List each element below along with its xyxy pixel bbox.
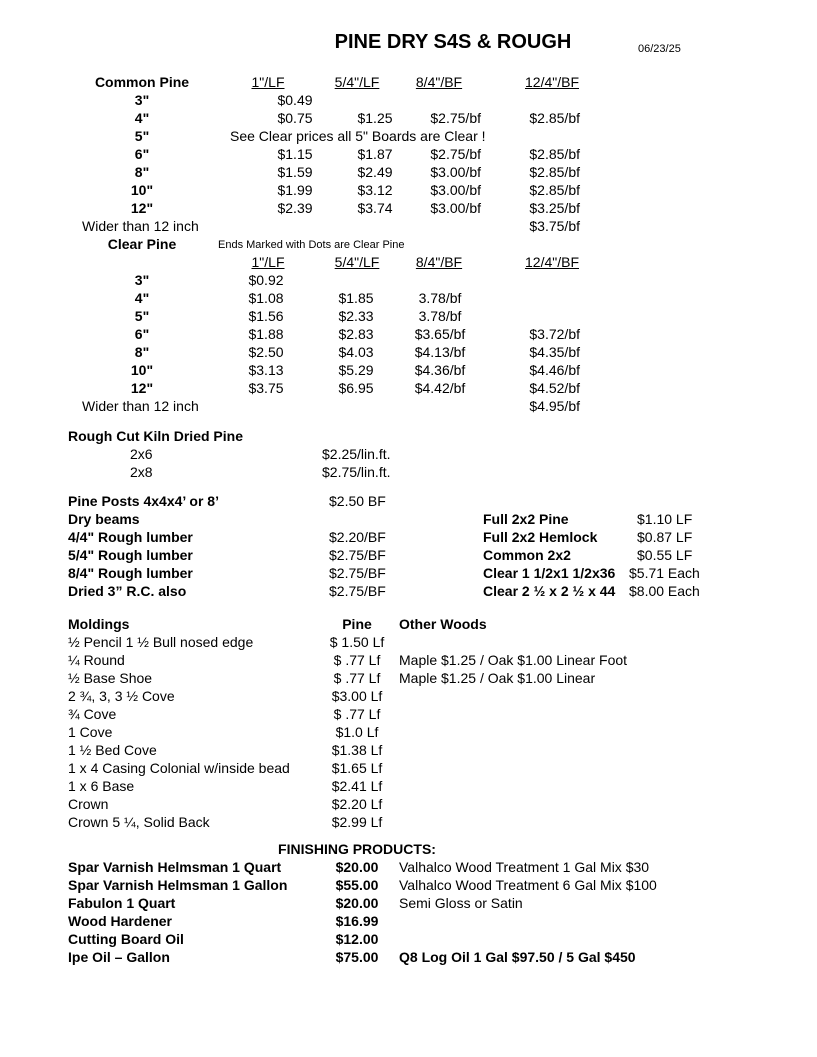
clear-price-5-4: $2.83 (338, 326, 374, 342)
post-right-price: $8.00 Each (629, 583, 700, 599)
finishing-product-other: Q8 Log Oil 1 Gal $97.50 / 5 Gal $450 (399, 949, 636, 965)
common-col-3: 8/4"/BF (415, 74, 463, 90)
molding-price: $ 1.50 Lf (329, 634, 385, 650)
post-item-label: 5/4" Rough lumber (68, 547, 193, 563)
common-price-1in: $1.99 (277, 182, 313, 198)
common-price-1in: $1.59 (277, 164, 313, 180)
clear-price-8-4: $4.36/bf (414, 362, 466, 378)
moldings-other-heading: Other Woods (399, 616, 487, 632)
clear-price-1in: $3.13 (248, 362, 284, 378)
clear-price-8-4: $4.13/bf (414, 344, 466, 360)
common-price-12-4: $2.85/bf (529, 110, 580, 126)
molding-price: $ .77 Lf (333, 670, 381, 686)
clear-price-1in: $0.92 (248, 272, 284, 288)
molding-name: 1 Cove (68, 724, 113, 740)
post-right-price: $5.71 Each (629, 565, 700, 581)
molding-price: $ .77 Lf (333, 706, 381, 722)
common-price-5-4: $1.25 (357, 110, 393, 126)
rough-size: 2x8 (130, 464, 153, 480)
common-price-5-4: $3.74 (357, 200, 393, 216)
finishing-product-price: $12.00 (335, 931, 379, 947)
clear-price-8-4: 3.78/bf (418, 290, 462, 306)
clear-col-2: 5/4"/LF (334, 254, 380, 270)
molding-price: $1.0 Lf (335, 724, 379, 740)
finishing-heading: FINISHING PRODUCTS: (278, 841, 436, 857)
clear-wider-price: $4.95/bf (529, 398, 580, 414)
molding-price: $2.41 Lf (331, 778, 383, 794)
post-item-price: $2.50 BF (329, 493, 386, 509)
post-item-price: $2.75/BF (329, 583, 386, 599)
finishing-product-name: Spar Varnish Helmsman 1 Gallon (68, 877, 288, 893)
common-5in-note: See Clear prices all 5" Boards are Clear ! (230, 128, 486, 144)
common-price-12-4: $2.85/bf (529, 146, 580, 162)
common-col-1: 1"/LF (251, 74, 285, 90)
clear-price-1in: $1.88 (248, 326, 284, 342)
clear-price-1in: $2.50 (248, 344, 284, 360)
molding-name: 1 x 4 Casing Colonial w/inside bead (68, 760, 290, 776)
common-price-1in: $0.49 (277, 92, 313, 108)
clear-price-5-4: $4.03 (338, 344, 374, 360)
common-price-5-4: $2.49 (357, 164, 393, 180)
common-size-label: 8" (134, 164, 150, 180)
clear-price-1in: $1.08 (248, 290, 284, 306)
molding-price: $1.38 Lf (331, 742, 383, 758)
post-right-label: Common 2x2 (483, 547, 571, 563)
post-right-label: Full 2x2 Hemlock (483, 529, 598, 545)
rough-size: 2x6 (130, 446, 153, 462)
common-wider-label: Wider than 12 inch (82, 218, 199, 234)
finishing-product-price: $55.00 (335, 877, 379, 893)
common-price-8-4: $2.75/bf (430, 146, 481, 162)
common-size-label: 3" (134, 92, 150, 108)
common-price-8-4: $2.75/bf (430, 110, 481, 126)
finishing-product-name: Cutting Board Oil (68, 931, 184, 947)
finishing-product-name: Spar Varnish Helmsman 1 Quart (68, 859, 282, 875)
finishing-product-name: Ipe Oil – Gallon (68, 949, 170, 965)
clear-pine-note: Ends Marked with Dots are Clear Pine (218, 239, 405, 251)
molding-name: Crown (68, 796, 109, 812)
clear-price-8-4: $3.65/bf (414, 326, 466, 342)
finishing-product-other: Semi Gloss or Satin (399, 895, 523, 911)
post-right-label: Full 2x2 Pine (483, 511, 569, 527)
common-pine-heading: Common Pine (94, 74, 190, 90)
common-col-2: 5/4"/LF (334, 74, 380, 90)
common-size-label: 6" (134, 146, 150, 162)
post-item-label: 8/4" Rough lumber (68, 565, 193, 581)
rough-cut-heading: Rough Cut Kiln Dried Pine (68, 428, 243, 444)
common-price-1in: $1.15 (277, 146, 313, 162)
page-title: PINE DRY S4S & ROUGH (334, 31, 572, 53)
post-right-label: Clear 2 ½ x 2 ½ x 44 (483, 583, 616, 599)
common-price-8-4: $3.00/bf (430, 164, 481, 180)
clear-price-8-4: $4.42/bf (414, 380, 466, 396)
molding-other-woods: Maple $1.25 / Oak $1.00 Linear (399, 670, 596, 686)
clear-size-label: 8" (134, 344, 150, 360)
finishing-product-name: Fabulon 1 Quart (68, 895, 176, 911)
post-right-label: Clear 1 1/2x1 1/2x36 (483, 565, 616, 581)
clear-price-5-4: $5.29 (338, 362, 374, 378)
molding-price: $3.00 Lf (331, 688, 383, 704)
post-item-price: $2.20/BF (329, 529, 386, 545)
post-item-label: Dry beams (68, 511, 140, 527)
molding-name: 1 x 6 Base (68, 778, 135, 794)
post-right-price: $0.87 LF (637, 529, 693, 545)
common-size-label: 4" (134, 110, 150, 126)
post-item-label: Pine Posts 4x4x4’ or 8’ (68, 493, 219, 509)
molding-name: 1 ½ Bed Cove (68, 742, 157, 758)
clear-price-1in: $3.75 (248, 380, 284, 396)
clear-col-1: 1"/LF (251, 254, 285, 270)
common-price-5-4: $1.87 (357, 146, 393, 162)
clear-size-label: 4" (134, 290, 150, 306)
clear-wider-label: Wider than 12 inch (82, 398, 199, 414)
common-price-5-4: $3.12 (357, 182, 393, 198)
finishing-product-other: Valhalco Wood Treatment 6 Gal Mix $100 (399, 877, 657, 893)
clear-pine-heading: Clear Pine (107, 236, 177, 252)
molding-name: 2 ¾, 3, 3 ½ Cove (68, 688, 175, 704)
finishing-product-name: Wood Hardener (68, 913, 172, 929)
common-price-12-4: $2.85/bf (529, 182, 580, 198)
common-price-1in: $0.75 (277, 110, 313, 126)
molding-price: $2.20 Lf (331, 796, 383, 812)
post-item-label: 4/4" Rough lumber (68, 529, 193, 545)
clear-price-1in: $1.56 (248, 308, 284, 324)
moldings-pine-heading: Pine (342, 616, 372, 632)
common-price-8-4: $3.00/bf (430, 182, 481, 198)
clear-col-4: 12/4"/BF (525, 254, 579, 270)
post-item-label: Dried 3” R.C. also (68, 583, 187, 599)
page-date: 06/23/25 (638, 43, 681, 55)
post-right-price: $0.55 LF (637, 547, 693, 563)
clear-price-12-4: $4.46/bf (529, 362, 580, 378)
molding-price: $2.99 Lf (331, 814, 383, 830)
common-size-label: 12" (130, 200, 154, 216)
molding-name: ¾ Cove (68, 706, 117, 722)
rough-price: $2.25/lin.ft. (322, 446, 391, 462)
common-col-4: 12/4"/BF (525, 74, 579, 90)
finishing-product-price: $16.99 (335, 913, 379, 929)
molding-other-woods: Maple $1.25 / Oak $1.00 Linear Foot (399, 652, 628, 668)
common-size-label: 5" (134, 128, 150, 144)
moldings-heading: Moldings (68, 616, 130, 632)
molding-name: ½ Pencil 1 ½ Bull nosed edge (68, 634, 254, 650)
molding-name: ½ Base Shoe (68, 670, 153, 686)
molding-price: $1.65 Lf (331, 760, 383, 776)
rough-price: $2.75/lin.ft. (322, 464, 391, 480)
finishing-product-price: $20.00 (335, 859, 379, 875)
finishing-product-other: Valhalco Wood Treatment 1 Gal Mix $30 (399, 859, 650, 875)
clear-price-5-4: $1.85 (338, 290, 374, 306)
finishing-product-price: $75.00 (335, 949, 379, 965)
common-price-1in: $2.39 (277, 200, 313, 216)
clear-price-12-4: $4.35/bf (529, 344, 580, 360)
common-price-12-4: $2.85/bf (529, 164, 580, 180)
clear-size-label: 10" (130, 362, 154, 378)
clear-size-label: 6" (134, 326, 150, 342)
molding-name: Crown 5 ¼, Solid Back (68, 814, 210, 830)
common-size-label: 10" (130, 182, 154, 198)
post-item-price: $2.75/BF (329, 565, 386, 581)
finishing-product-price: $20.00 (335, 895, 379, 911)
clear-size-label: 12" (130, 380, 154, 396)
common-price-8-4: $3.00/bf (430, 200, 481, 216)
clear-col-3: 8/4"/BF (415, 254, 463, 270)
post-item-price: $2.75/BF (329, 547, 386, 563)
clear-price-5-4: $2.33 (338, 308, 374, 324)
post-right-price: $1.10 LF (637, 511, 693, 527)
molding-name: ¼ Round (68, 652, 125, 668)
molding-price: $ .77 Lf (333, 652, 381, 668)
common-wider-price: $3.75/bf (529, 218, 580, 234)
clear-price-12-4: $4.52/bf (529, 380, 580, 396)
common-price-12-4: $3.25/bf (529, 200, 580, 216)
clear-size-label: 3" (134, 272, 150, 288)
clear-price-12-4: $3.72/bf (529, 326, 580, 342)
clear-price-5-4: $6.95 (338, 380, 374, 396)
clear-price-8-4: 3.78/bf (418, 308, 462, 324)
clear-size-label: 5" (134, 308, 150, 324)
